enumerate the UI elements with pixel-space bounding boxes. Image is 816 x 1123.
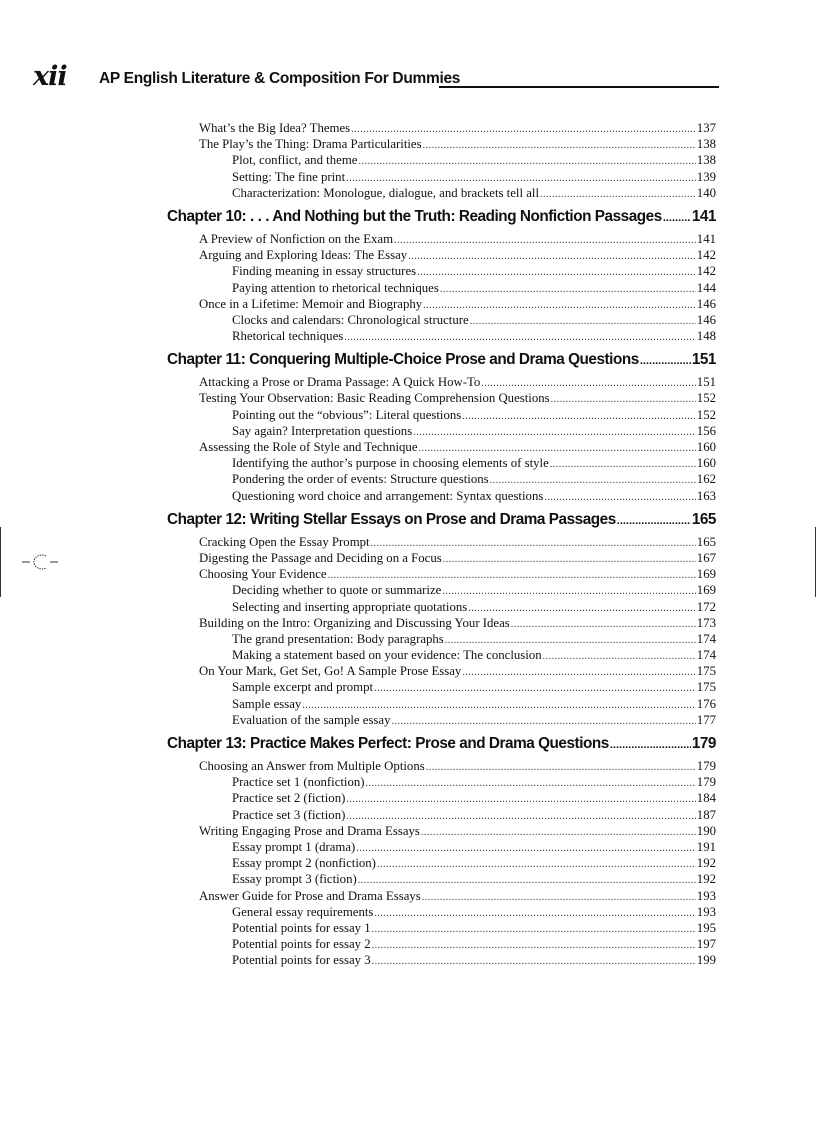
toc-entry-title: General essay requirements [232,904,374,919]
toc-entry-title: Pondering the order of events: Structure questions [232,472,489,487]
toc-entry-title: Rhetorical techniques [232,329,344,344]
leader-dots [413,425,696,441]
toc-entry-title: Answer Guide for Prose and Drama Essays [199,888,421,903]
registration-mark-icon [20,552,60,572]
toc-subsection[interactable] [167,855,716,871]
leader-dots [544,490,695,506]
toc-section[interactable] [167,390,716,406]
toc-subsection[interactable] [167,790,716,806]
toc-subsection[interactable] [167,839,716,855]
toc-page-number: 165 [691,510,716,528]
toc-chapter[interactable] [167,206,716,228]
leader-dots [610,734,691,756]
toc-section[interactable] [167,550,716,566]
toc-entry-title: Sample essay [232,696,302,711]
header-rule [439,86,719,88]
toc-page-number: 162 [696,472,716,487]
toc-page-number: 177 [696,712,716,727]
toc-subsection[interactable] [167,312,716,328]
toc-page-number: 195 [696,920,716,935]
leader-dots [372,922,696,938]
toc-entry-title: Questioning word choice and arrangement: Syntax questions [232,488,544,503]
toc-entry-title: Potential points for essay 1 [232,920,371,935]
leader-dots [374,681,696,697]
toc-entry-title: Practice set 3 (fiction) [232,807,346,822]
toc-subsection[interactable] [167,920,716,936]
toc-section[interactable] [167,247,716,263]
toc-page-number: 169 [696,583,716,598]
toc-subsection[interactable] [167,263,716,279]
toc-section[interactable] [167,231,716,247]
toc-page-number: 165 [696,534,716,549]
leader-dots [392,714,696,730]
toc-section[interactable] [167,663,716,679]
toc-page-number: 192 [696,872,716,887]
toc-page-number: 191 [696,839,716,854]
leader-dots [470,314,696,330]
toc-subsection[interactable] [167,807,716,823]
toc-entry-title: Attacking a Prose or Drama Passage: A Quick How-To [199,375,481,390]
leader-dots [640,350,691,372]
toc-page-number: 197 [696,937,716,952]
toc-page-number: 175 [696,664,716,679]
toc-subsection[interactable] [167,185,716,201]
toc-page-number: 172 [696,599,716,614]
toc-page-number: 179 [696,759,716,773]
toc-entry-title: Essay prompt 1 (drama) [232,839,356,854]
toc-subsection[interactable] [167,328,716,344]
toc-entry-title: Chapter 10: . . . And Nothing but the Truth: Reading Nonfiction Passages [167,207,662,225]
toc-page-number: 192 [696,856,716,871]
toc-subsection[interactable] [167,152,716,168]
toc-entry-title: Assessing the Role of Style and Technique [199,440,418,454]
leader-dots [540,187,696,203]
toc-page-number: 169 [696,567,716,582]
toc-page-number: 179 [691,735,716,752]
toc-entry-title: What’s the Big Idea? Themes [199,121,351,135]
toc-entry-title: Essay prompt 2 (nonfiction) [232,856,376,871]
toc-page-number: 193 [696,904,716,919]
toc-page-number: 142 [696,248,716,263]
leader-dots [372,938,696,954]
toc-subsection[interactable] [167,599,716,615]
toc-page-number: 138 [696,153,716,168]
toc-subsection[interactable] [167,904,716,920]
leader-dots [443,552,696,568]
toc-section[interactable] [167,615,716,631]
toc-page-number: 175 [696,680,716,695]
crop-mark-left [0,527,1,597]
toc-entry-title: Deciding whether to quote or summarize [232,583,442,598]
leader-dots [462,409,696,425]
toc-subsection[interactable] [167,169,716,185]
toc-entry-title: Pointing out the “obvious”: Literal questions [232,407,462,422]
toc-page-number: 141 [696,231,716,246]
toc-page-number: 144 [696,280,716,295]
toc-subsection[interactable] [167,471,716,487]
toc-page-number: 146 [696,296,716,311]
toc-page-number: 160 [696,456,716,471]
toc-page-number: 184 [696,791,716,806]
toc-entry-title: Practice set 1 (nonfiction) [232,775,365,790]
toc-page-number: 187 [696,807,716,822]
toc-section[interactable] [167,534,716,550]
toc-page-number: 199 [696,953,716,968]
leader-dots [551,392,696,408]
toc-entry-title: Finding meaning in essay structures [232,264,417,279]
toc-entry-title: The grand presentation: Body paragraphs [232,631,444,646]
leader-dots [663,207,691,229]
toc-entry-title: Characterization: Monologue, dialogue, and brackets tell all [232,185,540,200]
toc-page-number: 151 [696,375,716,390]
toc-page-number: 141 [691,207,716,225]
toc-entry-title: Selecting and inserting appropriate quotations [232,599,468,614]
toc-section[interactable] [167,823,716,839]
toc-entry-title: Arguing and Exploring Ideas: The Essay [199,248,408,263]
toc-page-number: 176 [696,696,716,711]
leader-dots [550,457,696,473]
toc-entry-title: Clocks and calendars: Chronological structure [232,312,469,327]
toc-page-number: 167 [696,550,716,565]
toc-page-number: 174 [696,631,716,646]
toc-chapter[interactable] [167,733,716,755]
toc-section[interactable] [167,439,716,455]
toc-page-number: 142 [696,264,716,279]
toc-entry-title: Evaluation of the sample essay [232,712,391,727]
toc-subsection[interactable] [167,871,716,887]
toc-subsection[interactable] [167,696,716,712]
toc-entry-title: Chapter 11: Conquering Multiple-Choice Prose and Drama Questions [167,351,639,369]
toc-page-number: 193 [696,888,716,903]
toc-subsection[interactable] [167,582,716,598]
leader-dots [374,906,695,922]
leader-dots [346,792,695,808]
leader-dots [366,776,696,792]
toc-entry-title: Digesting the Passage and Deciding on a Focus [199,550,442,565]
toc-entry-title: Identifying the author’s purpose in choosing elements of style [232,456,549,471]
leader-dots [377,857,696,873]
page-number: xii [33,61,67,92]
toc-entry-title: Chapter 13: Practice Makes Perfect: Prose and Drama Questions [167,735,609,752]
leader-dots [394,233,696,249]
toc-subsection[interactable] [167,936,716,952]
leader-dots [344,330,696,346]
leader-dots [426,760,696,776]
leader-dots [617,510,691,532]
toc-section[interactable] [167,566,716,582]
toc-page-number: 139 [696,169,716,184]
toc-entry-title: Paying attention to rhetorical techniques [232,280,439,295]
toc-subsection[interactable] [167,679,716,695]
toc-chapter[interactable] [167,509,716,531]
toc-subsection[interactable] [167,423,716,439]
table-of-contents [167,120,716,968]
toc-entry-title: Making a statement based on your evidence: The conclusion [232,648,542,663]
toc-entry-title: Building on the Intro: Organizing and Discussing Your Ideas [199,615,510,630]
leader-dots [423,138,696,154]
leader-dots [462,665,695,681]
toc-subsection[interactable] [167,280,716,296]
toc-subsection[interactable] [167,712,716,728]
toc-entry-title: The Play’s the Thing: Drama Particularities [199,137,422,152]
toc-subsection[interactable] [167,455,716,471]
toc-entry-title: Sample excerpt and prompt [232,680,374,695]
toc-subsection[interactable] [167,774,716,790]
toc-entry-title: Writing Engaging Prose and Drama Essays [199,823,420,838]
toc-page-number: 174 [696,648,716,663]
toc-subsection[interactable] [167,407,716,423]
toc-entry-title: Essay prompt 3 (fiction) [232,872,357,887]
leader-dots [356,841,695,857]
book-title: AP English Literature & Composition For Dummies [99,70,461,87]
running-header [33,62,719,92]
toc-page-number: 138 [696,137,716,152]
toc-page-number: 148 [696,329,716,344]
leader-dots [440,282,696,298]
leader-dots [543,649,696,665]
toc-section[interactable] [167,296,716,312]
toc-subsection[interactable] [167,647,716,663]
toc-section[interactable] [167,120,716,136]
toc-section[interactable] [167,888,716,904]
toc-page-number: 146 [696,312,716,327]
toc-entry-title: On Your Mark, Get Set, Go! A Sample Prose Essay [199,664,462,679]
toc-page-number: 163 [696,488,716,503]
toc-entry-title: Setting: The fine print [232,169,346,184]
leader-dots [408,249,696,265]
toc-entry-title: Once in a Lifetime: Memoir and Biography [199,296,423,311]
toc-page-number: 152 [696,407,716,422]
toc-entry-title: Practice set 2 (fiction) [232,791,346,806]
toc-page-number: 160 [696,440,716,454]
toc-entry-title: Choosing Your Evidence [199,567,327,582]
toc-entry-title: Chapter 12: Writing Stellar Essays on Prose and Drama Passages [167,510,616,528]
leader-dots [417,265,696,281]
toc-page-number: 151 [691,351,716,369]
toc-entry-title: Potential points for essay 3 [232,953,371,968]
toc-page-number: 156 [696,423,716,438]
toc-subsection[interactable] [167,952,716,968]
toc-section[interactable] [167,374,716,390]
toc-entry-title: Cracking Open the Essay Prompt [199,534,370,549]
toc-entry-title: Testing Your Observation: Basic Reading Comprehension Questions [199,391,550,406]
toc-chapter[interactable] [167,349,716,371]
toc-entry-title: Potential points for essay 2 [232,937,371,952]
toc-page-number: 137 [696,121,716,135]
toc-page-number: 140 [696,185,716,200]
toc-page-number: 152 [696,391,716,406]
leader-dots [421,825,696,841]
leader-dots [511,617,696,633]
toc-entry-title: Say again? Interpretation questions [232,423,413,438]
toc-subsection[interactable] [167,631,716,647]
toc-entry-title: Choosing an Answer from Multiple Options [199,759,425,773]
leader-dots [442,584,695,600]
toc-entry-title: A Preview of Nonfiction on the Exam [199,231,394,246]
leader-dots [372,954,696,970]
toc-section[interactable] [167,758,716,774]
toc-page-number: 173 [696,615,716,630]
toc-entry-title: Plot, conflict, and theme [232,153,358,168]
toc-subsection[interactable] [167,488,716,504]
toc-section[interactable] [167,136,716,152]
toc-page-number: 190 [696,823,716,838]
leader-dots [422,890,696,906]
toc-page-number: 179 [696,775,716,790]
leader-dots [358,154,695,170]
